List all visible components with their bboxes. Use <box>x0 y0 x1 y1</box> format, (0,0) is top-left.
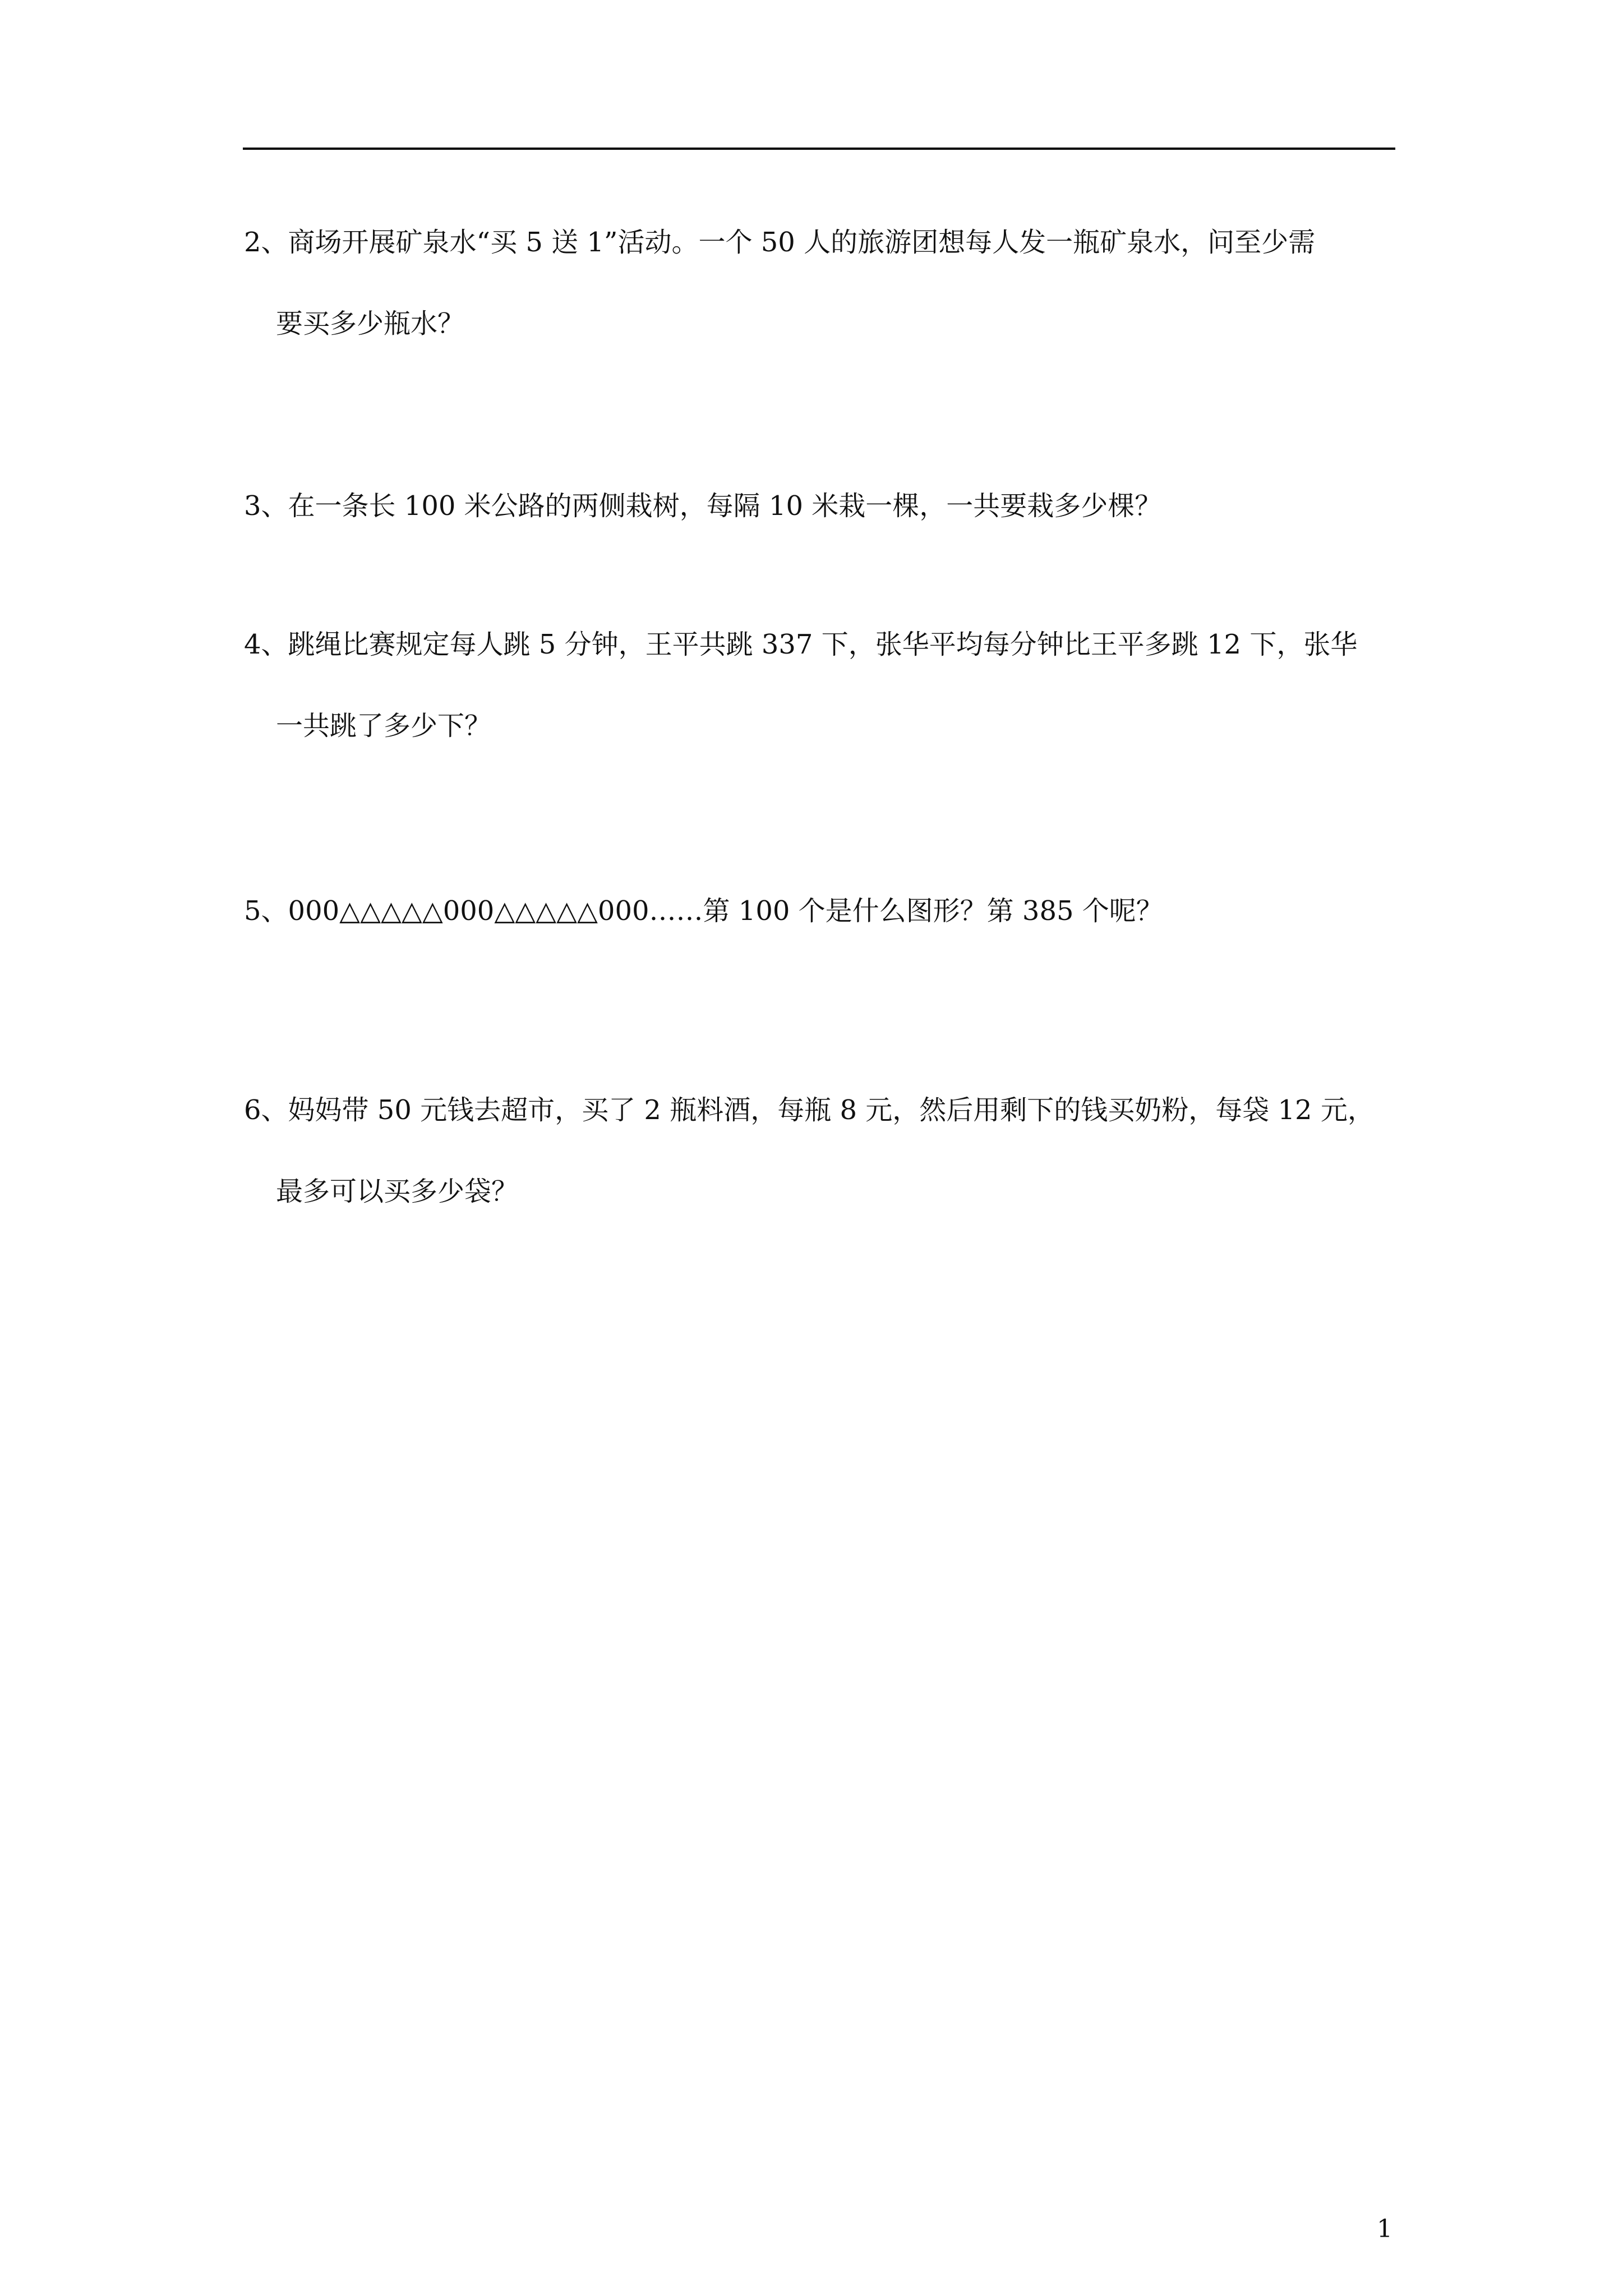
question-4 <box>244 629 1399 742</box>
question-3-line-1: 3、在一条长 100 米公路的两侧栽树，每隔 10 米栽一棵，一共要栽多少棵？ <box>244 490 1162 522</box>
question-4-line-1: 4、跳绳比赛规定每人跳 5 分钟，王平共跳 337 下，张华平均每分钟比王平多跳 12 下，张华 <box>244 629 1358 660</box>
question-6-line-1: 6、妈妈带 50 元钱去超市，买了 2 瓶料酒，每瓶 8 元，然后用剩下的钱买奶粉，每袋 12 元， <box>244 1094 1375 1126</box>
question-6 <box>244 1094 1399 1207</box>
question-6-line-2: 最多可以买多少袋？ <box>276 1176 519 1207</box>
question-5 <box>244 895 1399 927</box>
question-3 <box>244 490 1399 522</box>
question-5-line-1: 5、000△△△△△000△△△△△000……第 100 个是什么图形？第 385 个呢？ <box>244 895 1163 927</box>
question-4-line-2: 一共跳了多少下？ <box>276 710 492 742</box>
header-rule <box>243 148 1395 150</box>
question-2 <box>244 229 1399 337</box>
question-2-line-1: 2、商场开展矿泉水“买 5 送 1”活动。一个 50 人的旅游团想每人发一瓶矿泉水，问至少需 <box>244 227 1316 258</box>
page-number: 1 <box>1377 2215 1393 2243</box>
question-2-line-2: 要买多少瓶水？ <box>276 308 465 339</box>
